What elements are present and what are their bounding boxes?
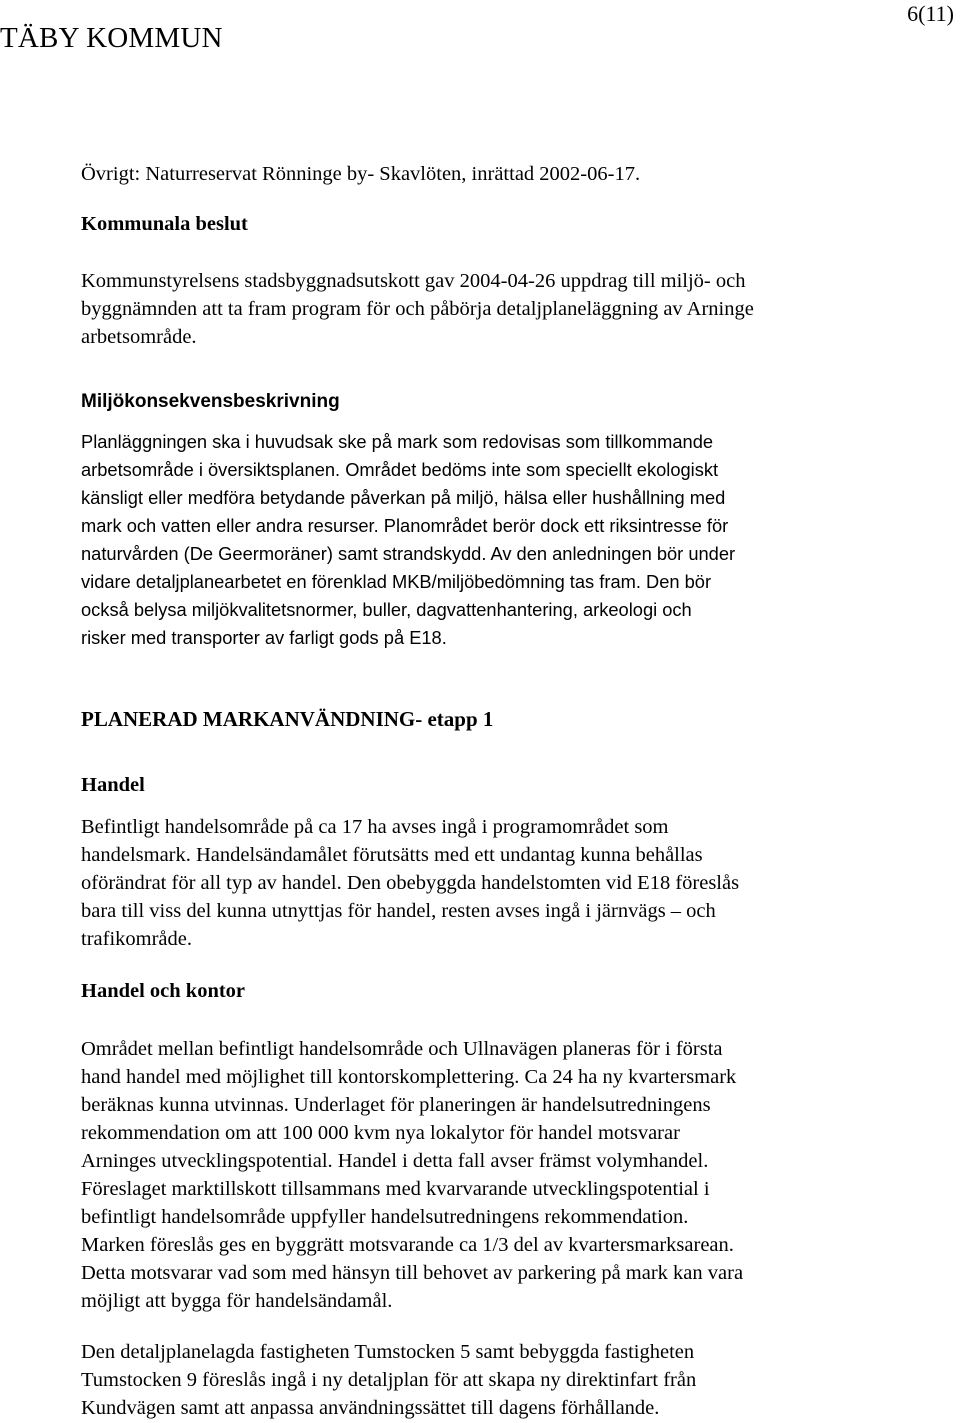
planerad-markanvandning-heading: PLANERAD MARKANVÄNDNING- etapp 1 [81,707,494,731]
paragraph-line: befintligt handelsområde uppfyller handelsutredningens rekommendation. [81,1206,689,1228]
kommunala-beslut-paragraph [81,267,941,351]
paragraph-line: Området mellan befintligt handelsområde och Ullnavägen planeras för i första [81,1038,723,1060]
paragraph-line: Befintligt handelsområde på ca 17 ha avses ingå i programområdet som [81,816,669,838]
tumstocken-paragraph [81,1338,941,1422]
paragraph-line: Detta motsvarar vad som med hänsyn till behovet av parkering på mark kan vara [81,1262,744,1284]
paragraph-line: Kundvägen samt att anpassa användningssättet till dagens förhållande. [81,1397,660,1419]
paragraph-line: rekommendation om att 100 000 kvm nya lokalytor för handel motsvarar [81,1122,680,1144]
paragraph-line: möjligt att bygga för handelsändamål. [81,1290,393,1312]
paragraph-line: vidare detaljplanearbetet en förenklad MKB/miljöbedömning tas fram. Den bör [81,571,712,592]
paragraph-line: också belysa miljökvalitetsnormer, buller, dagvattenhantering, arkeologi och [81,599,692,620]
handel-heading: Handel [81,774,145,796]
mkb-paragraph [81,428,941,652]
paragraph-line: arbetsområde i översiktsplanen. Området bedöms inte som speciellt ekologiskt [81,459,719,480]
paragraph-line: hand handel med möjlighet till kontorskomplettering. Ca 24 ha ny kvartersmark [81,1066,737,1088]
paragraph-line: beräknas kunna utvinnas. Underlaget för planeringen är handelsutredningens [81,1094,711,1116]
paragraph-line: oförändrat för all typ av handel. Den obebyggda handelstomten vid E18 föreslås [81,872,740,894]
page-number: 6(11) [907,1,954,26]
paragraph-line: mark och vatten eller andra resurser. Planområdet berör dock ett riksintresse för [81,515,729,536]
paragraph-line: risker med transporter av farligt gods på E18. [81,627,447,648]
handel-och-kontor-paragraph [81,1035,941,1315]
paragraph-line: bara till viss del kunna utnyttjas för handel, resten avses ingå i järnvägs – och [81,900,716,922]
paragraph-line: handelsmark. Handelsändamålet förutsätts med ett undantag kunna behållas [81,844,703,866]
organization-title: TÄBY KOMMUN [0,22,223,54]
ovrigt-note: Övrigt: Naturreservat Rönninge by- Skavlöten, inrättad 2002-06-17. [81,163,641,185]
kommunala-beslut-heading: Kommunala beslut [81,213,248,235]
paragraph-line: Den detaljplanelagda fastigheten Tumstocken 5 samt bebyggda fastigheten [81,1341,695,1363]
paragraph-line: Tumstocken 9 föreslås ingå i ny detaljplan för att skapa ny direktinfart från [81,1369,697,1391]
paragraph-line: Kommunstyrelsens stadsbyggnadsutskott gav 2004-04-26 uppdrag till miljö- och [81,270,746,292]
paragraph-line: Föreslaget marktillskott tillsammans med kvarvarande utvecklingspotential i [81,1178,710,1200]
handel-och-kontor-heading: Handel och kontor [81,980,246,1002]
paragraph-line: Marken föreslås ges en byggrätt motsvarande ca 1/3 del av kvartersmarksarean. [81,1234,734,1256]
paragraph-line: känsligt eller medföra betydande påverkan på miljö, hälsa eller hushållning med [81,487,726,508]
handel-paragraph [81,813,941,953]
paragraph-line: byggnämnden att ta fram program för och påbörja detaljplaneläggning av Arninge [81,298,754,320]
paragraph-line: arbetsområde. [81,326,197,348]
paragraph-line: trafikområde. [81,928,192,950]
mkb-heading: Miljökonsekvensbeskrivning [81,391,340,412]
paragraph-line: Planläggningen ska i huvudsak ske på mark som redovisas som tillkommande [81,431,714,452]
paragraph-line: Arninges utvecklingspotential. Handel i detta fall avser främst volymhandel. [81,1150,709,1172]
paragraph-line: naturvården (De Geermoräner) samt strandskydd. Av den anledningen bör under [81,543,736,564]
